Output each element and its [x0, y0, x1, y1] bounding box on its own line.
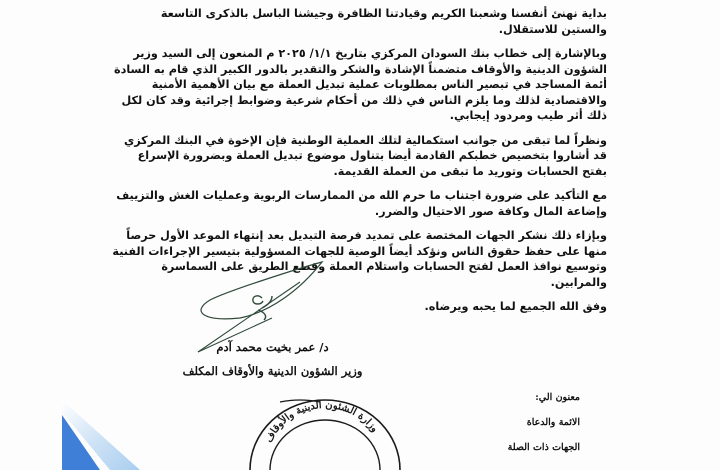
- paragraph-remaining-aspects: ونظراً لما تبقى من جوانب استكمالية لتلك العملية الوطنية فإن الإخوة في البنك المركزي قد أشاروا بتخصيص خطبكم القادمة أيضا بتناول موضوع تبديل العملة وبضرورة الإسراع بفتح الحسابات وتوريد ما تبقى من العملة القديمة.: [123, 133, 607, 178]
- paragraph-greeting: بداية نهنئ أنفسنا وشعبنا الكريم وقيادتنا الظافرة وجيشنا الباسل بالذكرى التاسعة والستين للاستقلال.: [160, 7, 607, 36]
- copies-recipient: الجهات ذات الصلة: [507, 442, 580, 453]
- copies-heading: معنون الي:: [535, 392, 580, 403]
- svg-text:وزارة الشئون الدينية والأوقاف: [264, 400, 380, 445]
- paragraph-central-bank-letter: وبالإشارة إلى خطاب بنك السودان المركزي بتاريخ ١/١/ ٢٠٢٥ م المنعون إلى السيد وزير الشؤون الدينية والأوقاف متضمناً الإشادة والشكر والتقدير بالدور الكبير الذي قام به السادة أئمة المساجد في تبصير الناس بمطلوبات عملية تبديل العملة مع بيان الأهمية الأمنية والاقتصادية لذلك وما يلزم الناس في ذلك من أحكام شرعية وضوابط إجرائية وقد كان لكل ذلك أثر طيب ومردود إيجابي.: [114, 47, 607, 122]
- signatory-title: وزير الشؤون الدينية والأوقاف المكلف: [182, 364, 363, 378]
- paragraph-thanks: وبإزاء ذلك نشكر الجهات المختصة على تمديد فرصة التبديل بعد إنتهاء الموعد الأول حرصاً منها على حفظ حقوق الناس ونؤكد أيضاً الوصية للجهات المسؤولية بتيسير الإجراءات الفنية وتوسيع نوافذ العمل لفتح الحسابات واستلام العملة وقطع الطريق على السماسرة والمرابين.: [112, 229, 607, 289]
- signatory-name: د/ عمر بخيت محمد آدم: [216, 340, 329, 354]
- paragraph-closing: وفق الله الجميع لما يحبه ويرضاه.: [424, 300, 607, 313]
- paragraph-emphasis: مع التأكيد على ضرورة اجتناب ما حرم الله من الممارسات الربوية وعمليات الغش والتزييف وإضاعة المال وكافة صور الاحتيال والضرر.: [116, 189, 607, 218]
- stamp-text: وزارة الشئون الدينية والأوقاف: [263, 399, 380, 445]
- copies-recipient: الائمة والدعاة: [526, 417, 580, 428]
